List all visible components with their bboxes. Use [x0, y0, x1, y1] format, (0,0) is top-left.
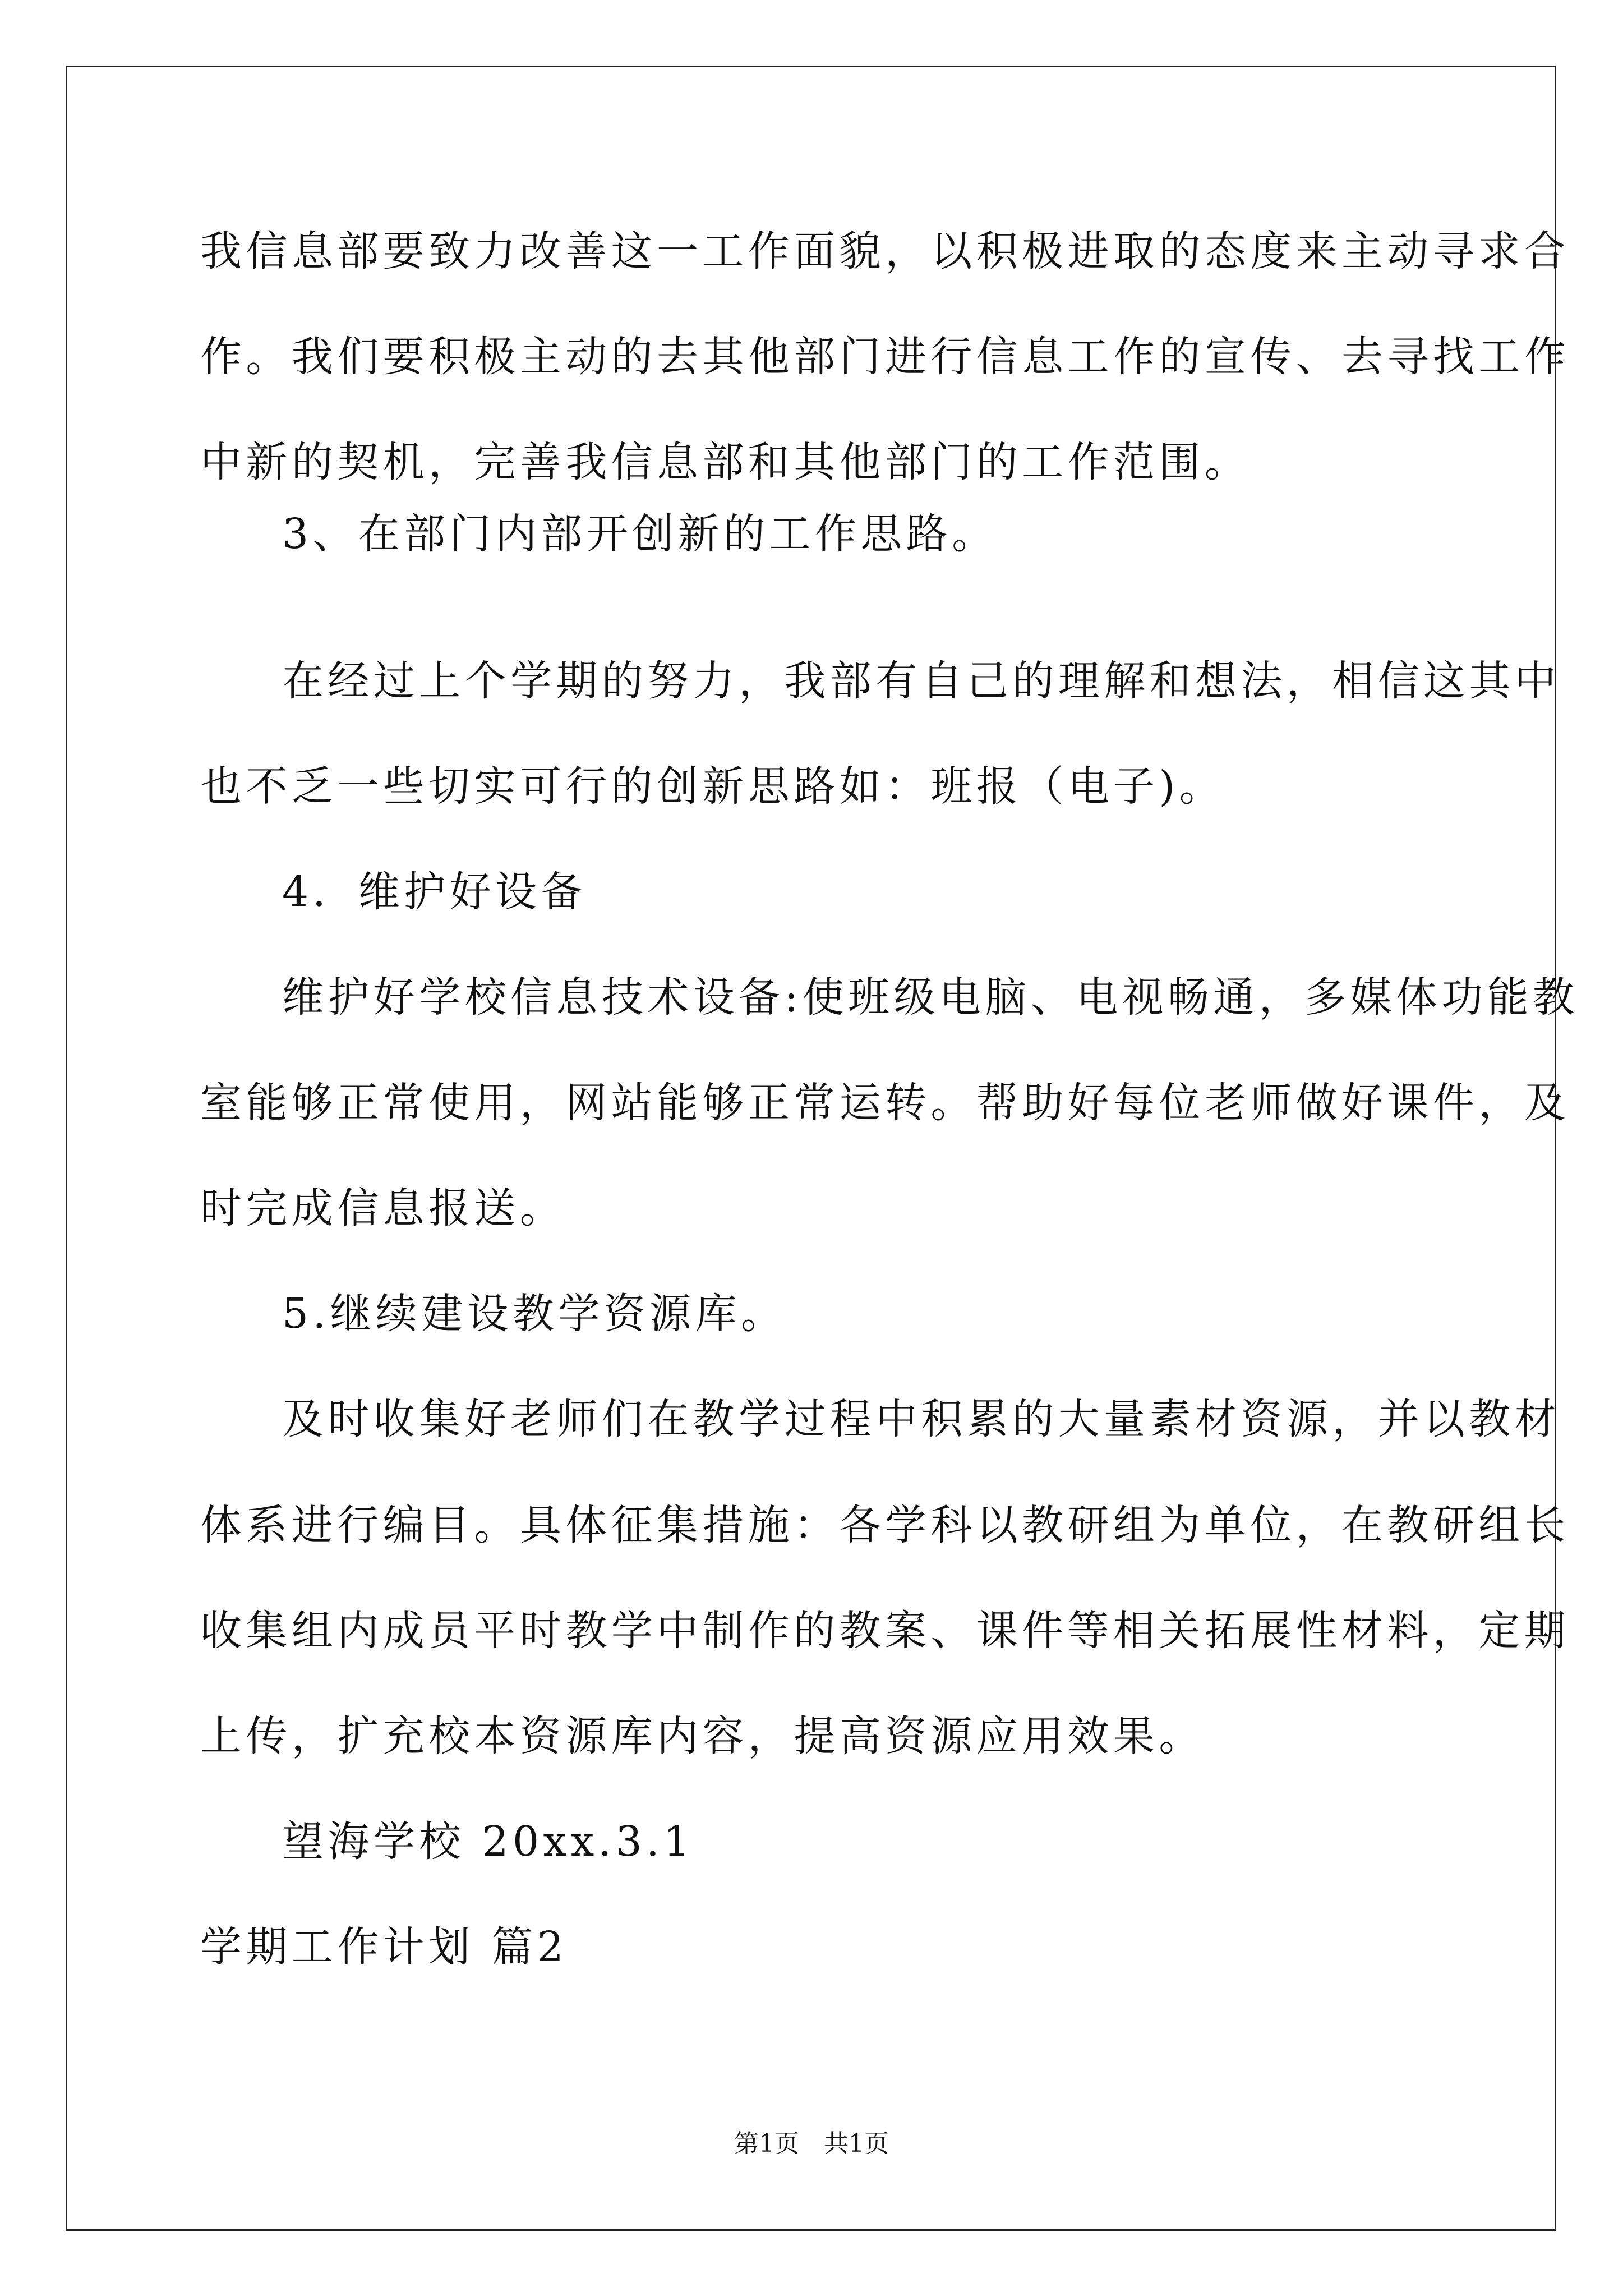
text-line: 上传，扩充校本资源库内容，提高资源应用效果。	[200, 1712, 1205, 1760]
text-line: 收集组内成员平时教学中制作的教案、课件等相关拓展性材料，定期	[200, 1607, 1570, 1655]
section-heading: 3、在部门内部开创新的工作思路。	[282, 510, 998, 558]
signature-line: 望海学校 20xx.3.1	[282, 1818, 694, 1866]
text-line: 维护好学校信息技术设备:使班级电脑、电视畅通，多媒体功能教	[282, 973, 1579, 1022]
page-border	[66, 66, 1556, 2231]
text-line: 及时收集好老师们在教学过程中积累的大量素材资源，并以教材	[282, 1395, 1561, 1443]
text-line: 体系进行编目。具体征集措施：各学科以教研组为单位，在教研组长	[200, 1501, 1570, 1549]
text-line: 在经过上个学期的努力，我部有自己的理解和想法，相信这其中	[282, 657, 1561, 705]
text-line: 也不乏一些切实可行的创新思路如：班报（电子)。	[200, 762, 1225, 811]
text-line: 我信息部要致力改善这一工作面貌，以积极进取的态度来主动寻求合	[200, 227, 1570, 275]
text-line: 作。我们要积极主动的去其他部门进行信息工作的宣传、去寻找工作	[200, 333, 1570, 381]
text-line: 时完成信息报送。	[200, 1184, 566, 1232]
section-heading: 4．维护好设备	[282, 868, 587, 916]
text-line: 室能够正常使用，网站能够正常运转。帮助好每位老师做好课件，及	[200, 1079, 1570, 1127]
page-footer: 第1页 共1页	[734, 2129, 889, 2158]
text-line: 中新的契机，完善我信息部和其他部门的工作范围。	[200, 438, 1251, 486]
document-subtitle: 学期工作计划 篇2	[200, 1923, 568, 1971]
section-heading: 5.继续建设教学资源库。	[282, 1290, 787, 1338]
